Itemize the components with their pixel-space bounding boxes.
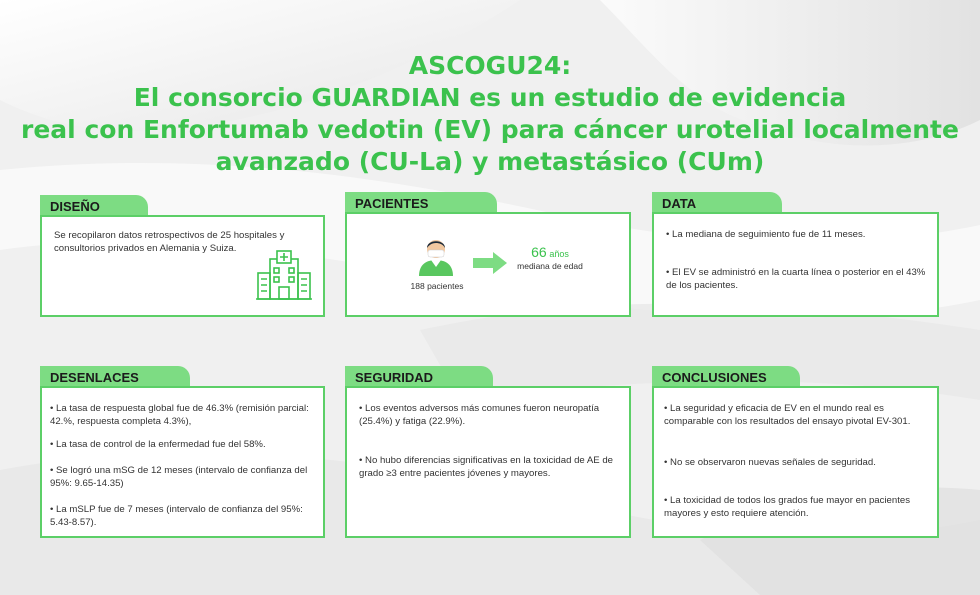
card-pacientes bbox=[345, 192, 631, 317]
age-block bbox=[507, 246, 593, 272]
card-desenlaces bbox=[40, 366, 325, 538]
arrow-right-icon bbox=[473, 252, 507, 274]
card-data bbox=[652, 192, 939, 317]
title-line2: real con Enfortumab vedotin (EV) para cáncer urotelial localmente bbox=[21, 115, 959, 144]
desenlaces-item-1: • La tasa de respuesta global fue de 46.3% (remisión parcial: 42.%, respuesta completa 4.3%), bbox=[50, 403, 309, 427]
card-body bbox=[40, 215, 325, 317]
card-diseno bbox=[40, 195, 325, 317]
age-value: 66 bbox=[531, 244, 547, 260]
card-text: Se recopilaron datos retrospectivos de 25 hospitales y consultorios privados en Alemania y Suiza. bbox=[54, 230, 285, 254]
data-item-2: • El EV se administró en la cuarta línea o posterior en el 43% de los pacientes. bbox=[666, 267, 926, 291]
card-heading: DESENLACES bbox=[40, 366, 190, 390]
seguridad-item-2: • No hubo diferencias significativas en la toxicidad de AE de grado ≥3 entre pacientes jóvenes y mayores. bbox=[359, 455, 614, 479]
card-heading: SEGURIDAD bbox=[345, 366, 493, 390]
desenlaces-item-2: • La tasa de control de la enfermedad fue del 58%. bbox=[50, 439, 266, 450]
card-heading: DATA bbox=[652, 192, 782, 216]
desenlaces-item-4: • La mSLP fue de 7 meses (intervalo de confianza del 95%: 5.43-8.57). bbox=[50, 504, 303, 528]
card-body bbox=[345, 386, 631, 538]
conclusiones-item-2: • No se observaron nuevas señales de seguridad. bbox=[664, 457, 876, 468]
page-title bbox=[20, 50, 960, 178]
desenlaces-item-3: • Se logró una mSG de 12 meses (intervalo de confianza del 95%: 9.65-14.35) bbox=[50, 465, 308, 489]
title-prefix: ASCOGU24: bbox=[408, 51, 572, 80]
card-conclusiones bbox=[652, 366, 939, 538]
card-heading: DISEÑO bbox=[40, 195, 148, 219]
data-item-1: • La mediana de seguimiento fue de 11 meses. bbox=[666, 229, 866, 240]
title-line1: El consorcio GUARDIAN es un estudio de evidencia bbox=[133, 83, 847, 112]
seguridad-item-1: • Los eventos adversos más comunes fueron neuropatía (25.4%) y fatiga (22.9%). bbox=[359, 403, 600, 427]
card-heading: CONCLUSIONES bbox=[652, 366, 800, 390]
hospital-icon bbox=[256, 249, 312, 301]
age-unit: años bbox=[549, 249, 569, 259]
title-line3: avanzado (CU-La) y metastásico (CUm) bbox=[215, 147, 765, 176]
age-caption: mediana de edad bbox=[517, 261, 583, 271]
conclusiones-item-3: • La toxicidad de todos los grados fue mayor en pacientes mayores y esto requiere atención. bbox=[664, 495, 911, 519]
card-body bbox=[40, 386, 325, 538]
patient-count: 188 pacientes bbox=[410, 281, 464, 291]
card-body bbox=[652, 386, 939, 538]
patient-icon bbox=[417, 236, 455, 276]
card-seguridad bbox=[345, 366, 631, 538]
card-body bbox=[652, 212, 939, 317]
conclusiones-item-1: • La seguridad y eficacia de EV en el mundo real es comparable con los resultados del ensayo pivotal EV-301. bbox=[664, 403, 911, 427]
card-body bbox=[345, 212, 631, 317]
card-heading: PACIENTES bbox=[345, 192, 497, 216]
